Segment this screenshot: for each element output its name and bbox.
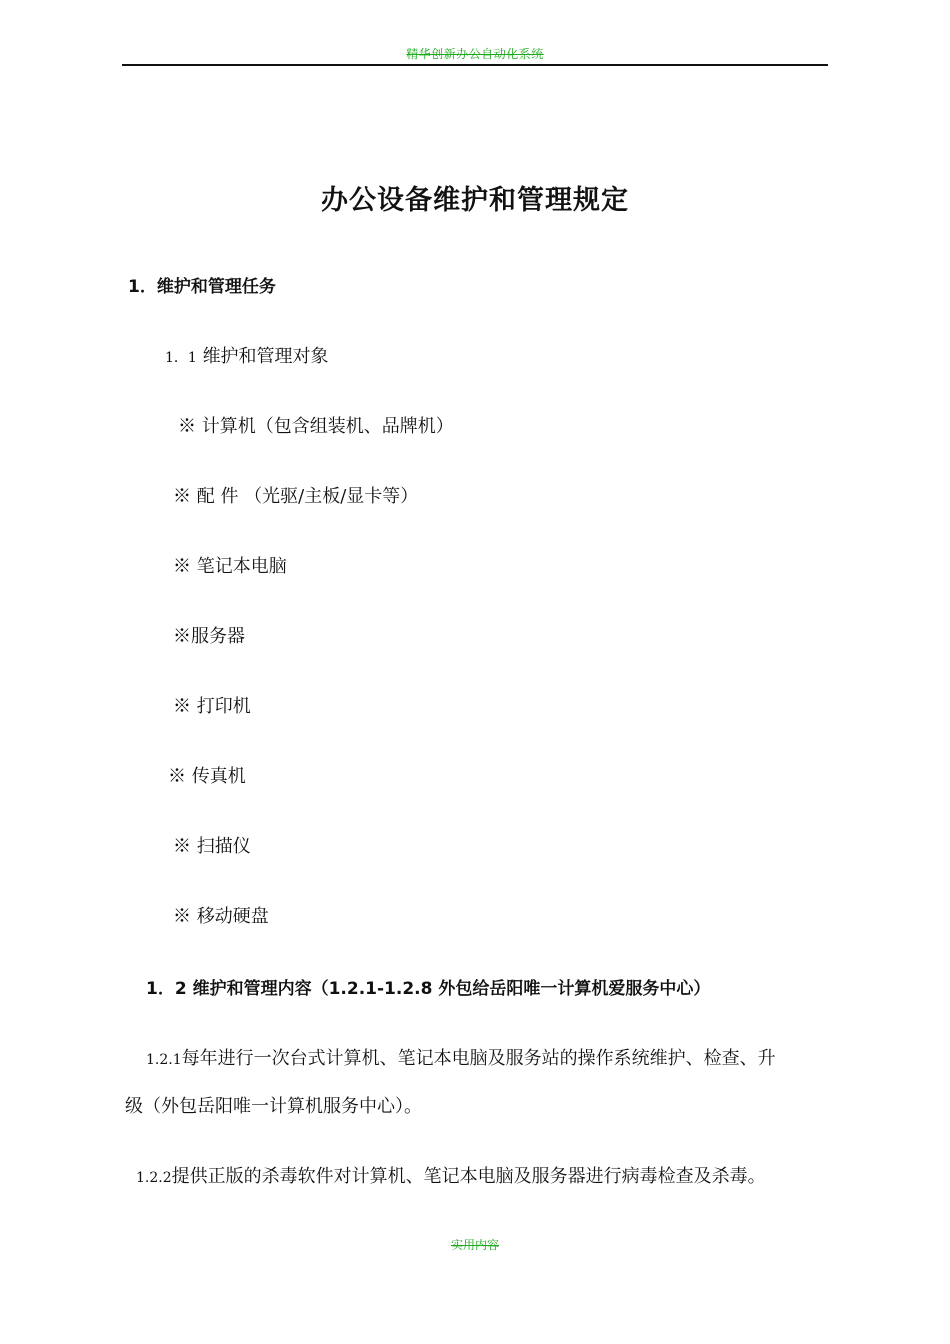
paragraph-1-2-1-number: 1.2.1: [146, 1052, 182, 1068]
list-item: ※ 扫描仪: [173, 836, 251, 857]
section-1-1-text: 维护和管理对象: [202, 346, 329, 367]
list-item: ※ 计算机（包含组装机、品牌机）: [178, 416, 454, 437]
paragraph-1-2-1-text: 每年进行一次台式计算机、笔记本电脑及服务站的操作系统维护、检查、升: [181, 1048, 776, 1069]
list-item: ※ 打印机: [173, 696, 251, 717]
paragraph-1-2-1-line-2: 级（外包岳阳唯一计算机服务中心）。: [125, 1096, 422, 1117]
list-item: ※ 笔记本电脑: [173, 556, 287, 577]
section-1-2-heading: 1．2 维护和管理内容（1.2.1-1.2.8 外包给岳阳唯一计算机爱服务中心）: [146, 979, 711, 999]
paragraph-1-2-2-number: 1.2.2: [136, 1170, 172, 1186]
paragraph-1-2-2-text: 提供正版的杀毒软件对计算机、笔记本电脑及服务器进行病毒检查及杀毒。: [171, 1166, 766, 1187]
section-1-heading: 1．维护和管理任务: [128, 277, 276, 297]
document-title: 办公设备维护和管理规定: [321, 185, 629, 216]
list-item: ※ 配 件 （光驱/主板/显卡等）: [173, 486, 419, 507]
section-1-1-heading: [165, 342, 329, 368]
page-header: 精华创新办公自动化系统: [406, 47, 544, 61]
paragraph-1-2-1-line-1: [146, 1044, 776, 1070]
section-1-1-number: 1．1: [165, 350, 197, 366]
header-rule: [122, 64, 828, 66]
list-item: ※服务器: [173, 626, 245, 647]
paragraph-1-2-2: [136, 1162, 766, 1188]
list-item: ※ 传真机: [168, 766, 246, 787]
page-footer: 实用内容: [450, 1238, 499, 1252]
list-item: ※ 移动硬盘: [173, 906, 269, 927]
